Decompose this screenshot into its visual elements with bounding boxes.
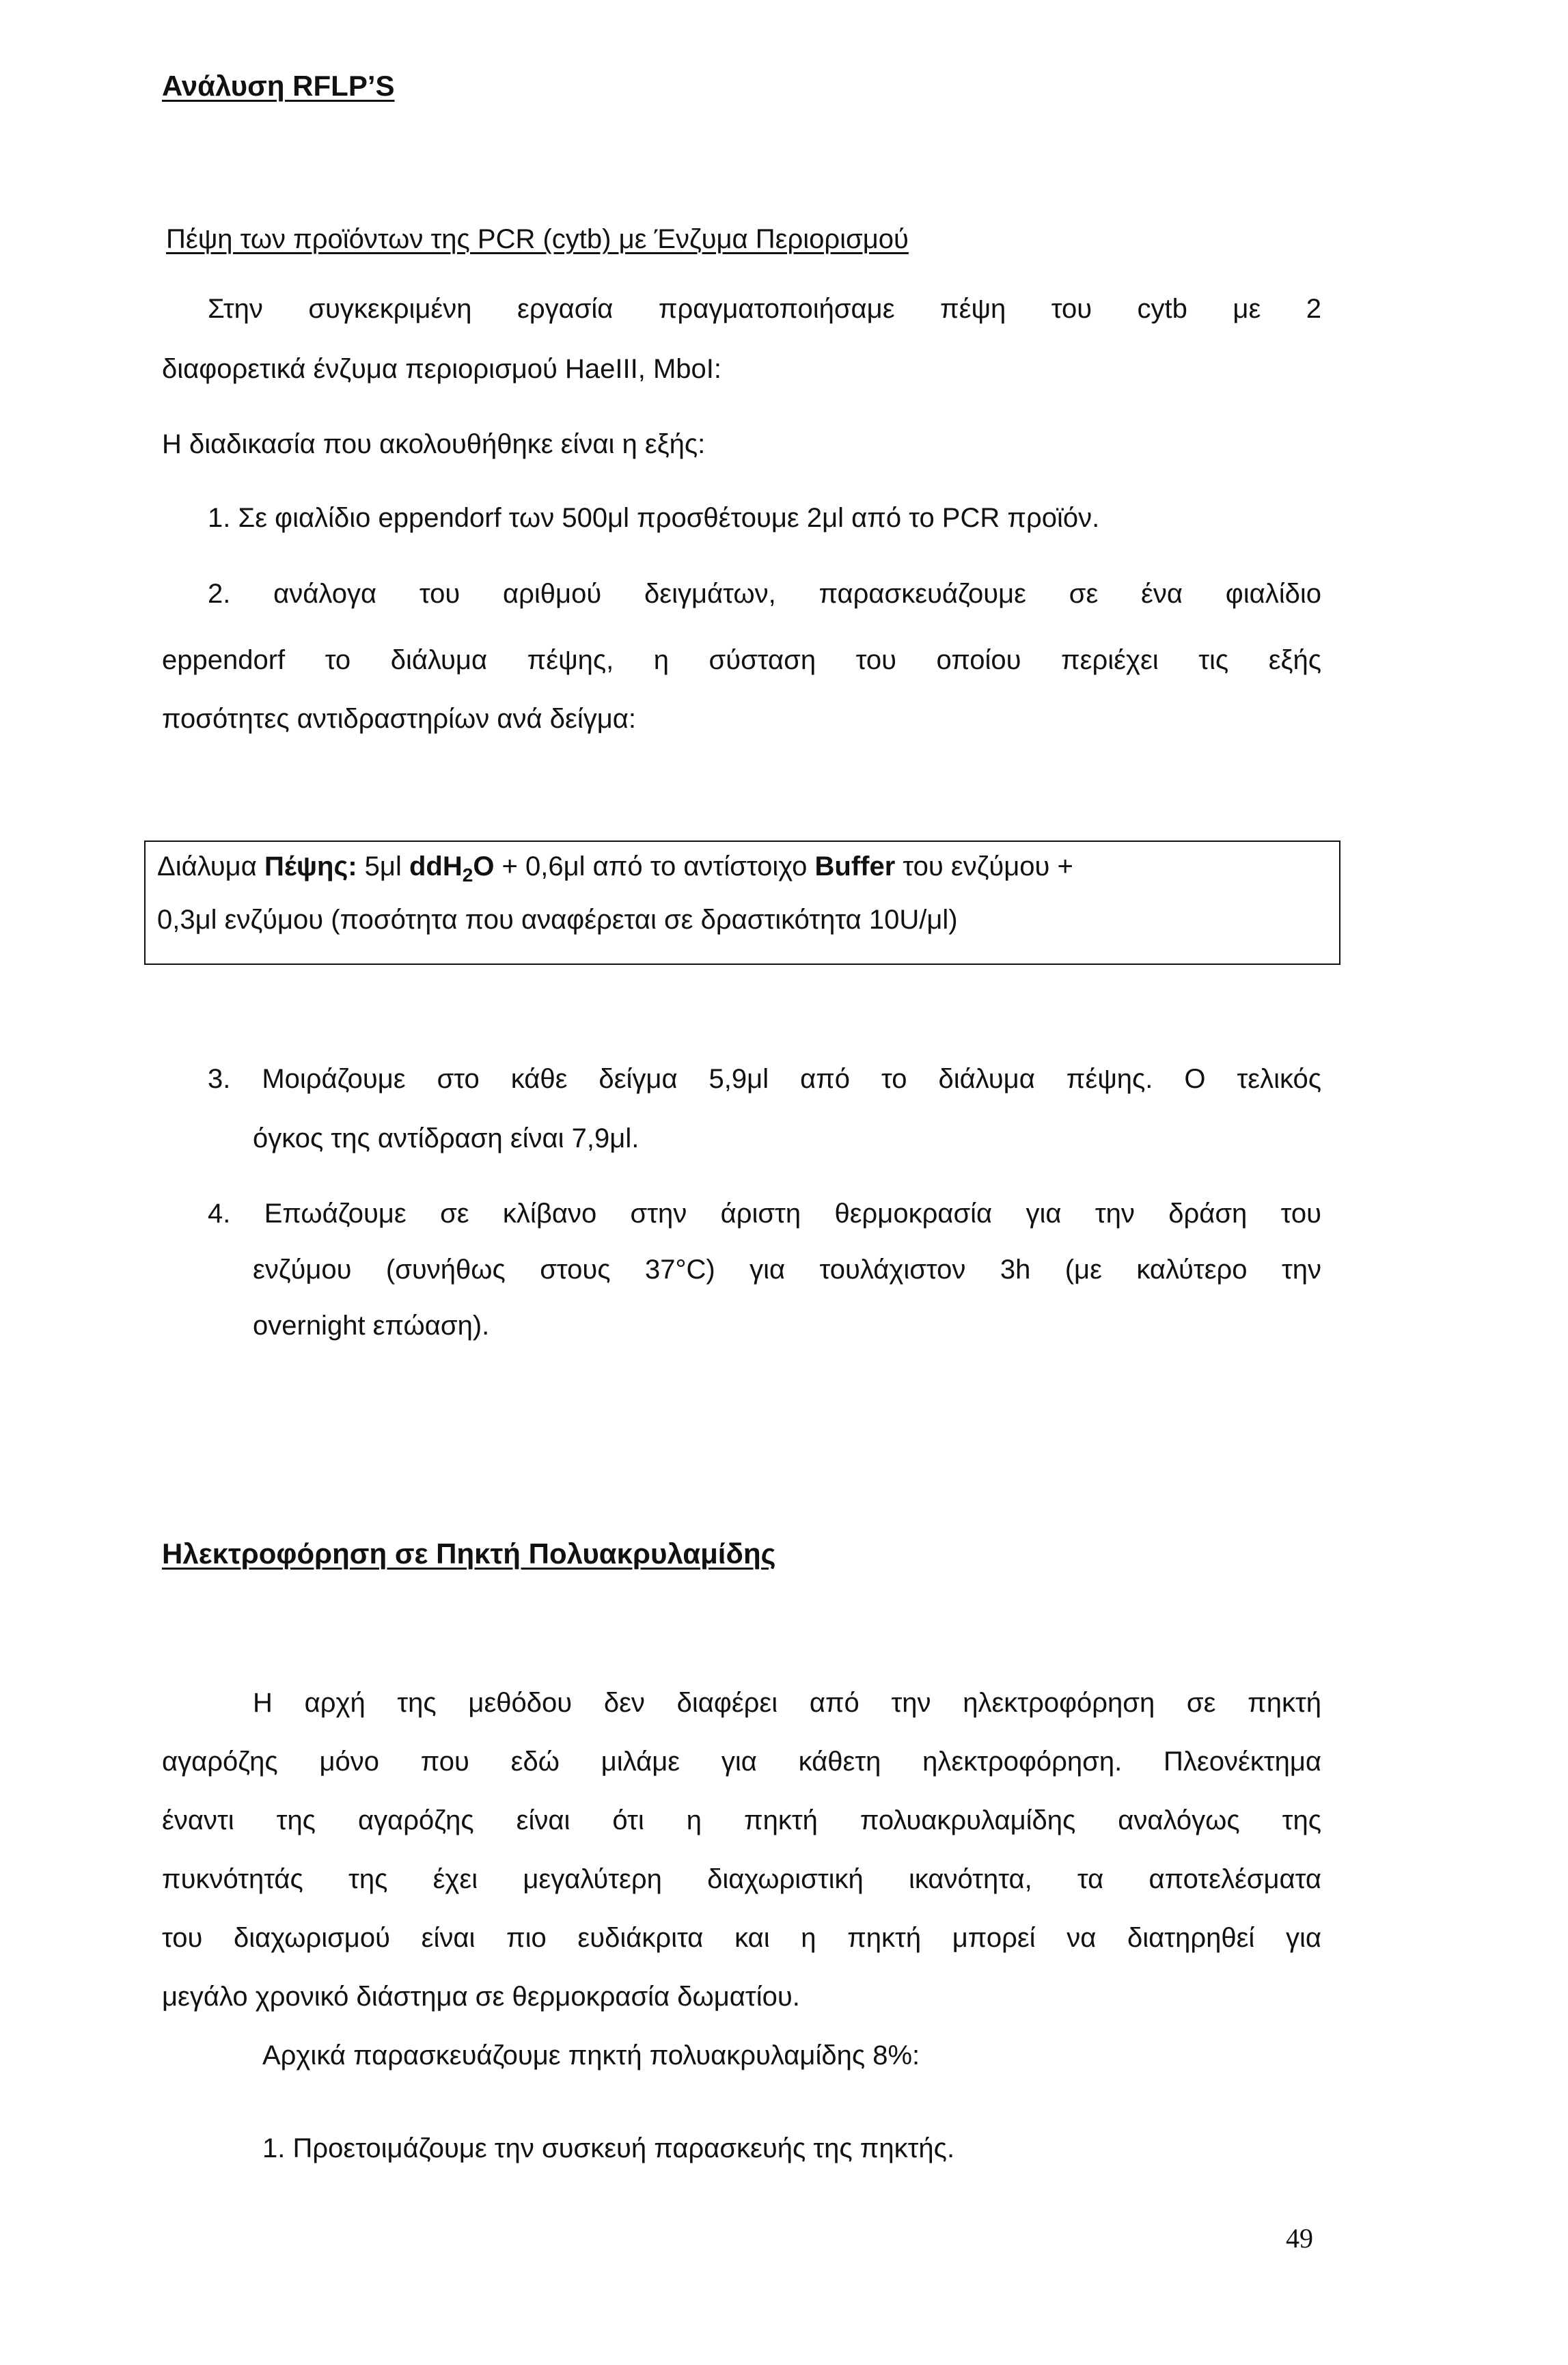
intro-line-3: Η διαδικασία που ακολουθήθηκε είναι η εξής: <box>162 429 706 459</box>
page-number: 49 <box>1286 2223 1313 2254</box>
para2-line-8: 1. Προετοιμάζουμε την συσκευή παρασκευής της πηκτής. <box>262 2133 955 2163</box>
heading-electrophoresis: Ηλεκτροφόρηση σε Πηκτή Πολυακρυλαμίδης <box>162 1537 776 1570</box>
box-text-b: 5μl <box>357 851 409 881</box>
intro-line-2: διαφορετικά ένζυμα περιορισμού HaeIII, MboI: <box>162 354 722 384</box>
step-4-line-3: overnight επώαση). <box>253 1311 490 1341</box>
box-text-ddh: ddH <box>409 851 463 881</box>
box-text-d: του ενζύμου + <box>895 851 1073 881</box>
step-2-line-2: eppendorf το διάλυμα πέψης, η σύσταση του οποίου περιέχει τις εξής <box>162 645 1321 675</box>
heading-rflp: Ανάλυση RFLP’S <box>162 70 395 102</box>
box-text-o: O <box>473 851 495 881</box>
subheading-digestion: Πέψη των προϊόντων της PCR (cytb) με Ένζυμα Περιορισμού <box>166 224 909 254</box>
box-text-a: Διάλυμα <box>157 851 264 881</box>
step-1: 1. Σε φιαλίδιο eppendorf των 500μl προσθέτουμε 2μl από το PCR προϊόν. <box>208 503 1100 533</box>
para2-line-3: έναντι της αγαρόζης είναι ότι η πηκτή πολυακρυλαμίδης αναλόγως της <box>162 1805 1321 1835</box>
para2-line-5: του διαχωρισμού είναι πιο ευδιάκριτα και η πηκτή μπορεί να διατηρηθεί για <box>162 1923 1321 1953</box>
box-text-c: + 0,6μl από το αντίστοιχο <box>494 851 815 881</box>
para2-line-7: Αρχικά παρασκευάζουμε πηκτή πολυακρυλαμίδης 8%: <box>262 2040 920 2070</box>
para2-line-6: μεγάλο χρονικό διάστημα σε θερμοκρασία δωματίου. <box>162 1982 800 2012</box>
intro-line-1: Στην συγκεκριμένη εργασία πραγματοποιήσαμε πέψη του cytb με 2 <box>208 294 1321 324</box>
para2-line-2: αγαρόζης μόνο που εδώ μιλάμε για κάθετη ηλεκτροφόρηση. Πλεονέκτημα <box>162 1747 1321 1777</box>
box-line-1 <box>157 849 1073 893</box>
step-2-line-1: 2. ανάλογα του αριθμού δειγμάτων, παρασκευάζουμε σε ένα φιαλίδιο <box>208 579 1321 609</box>
step-3-line-1: 3. Μοιράζουμε στο κάθε δείγμα 5,9μl από το διάλυμα πέψης. Ο τελικός <box>208 1064 1321 1094</box>
step-3-line-2: όγκος της αντίδραση είναι 7,9μl. <box>253 1123 639 1153</box>
step-4-line-2: ενζύμου (συνήθως στους 37°C) για τουλάχιστον 3h (με καλύτερο την <box>253 1255 1321 1285</box>
box-line-2: 0,3μl ενζύμου (ποσότητα που αναφέρεται σε δραστικότητα 10U/μl) <box>157 905 958 935</box>
para2-line-1: Η αρχή της μεθόδου δεν διαφέρει από την ηλεκτροφόρηση σε πηκτή <box>253 1688 1321 1718</box>
para2-line-4: πυκνότητάς της έχει μεγαλύτερη διαχωριστική ικανότητα, τα αποτελέσματα <box>162 1864 1321 1894</box>
box-text-sub2: 2 <box>462 864 473 886</box>
box-text-buffer: Buffer <box>814 851 896 881</box>
step-4-line-1: 4. Επωάζουμε σε κλίβανο στην άριστη θερμοκρασία για την δράση του <box>208 1199 1321 1229</box>
step-2-line-3: ποσότητες αντιδραστηρίων ανά δείγμα: <box>162 704 637 734</box>
box-text-bold-pepsis: Πέψης: <box>264 851 357 881</box>
